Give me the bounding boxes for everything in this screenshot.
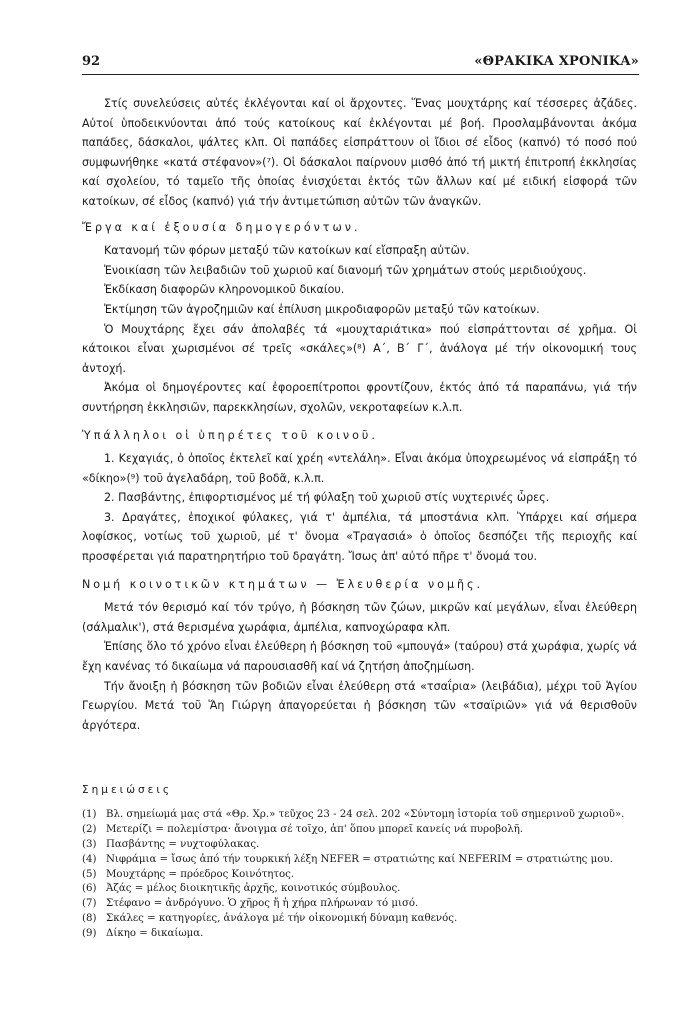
section-heading: Ἔργα καί ἐξουσία δημογερόντων. [82, 220, 361, 234]
paragraph: Ἐπίσης ὅλο τό χρόνο εἶναι ἐλεύθερη ἡ βόσκηση τοῦ «μπουγά» (ταύρου) στά χωράφια, χωρίς νά ἔχη κανένας τό δικαίωμα νά παρουσιασθῆ καί νά ζητήση ἀποζημίωση. [82, 640, 637, 674]
footnote [82, 868, 637, 883]
footnote-number: (7) [82, 898, 97, 910]
footnote-number: (3) [82, 838, 97, 850]
list-item: Ἐκδίκαση διαφορῶν κληρονομικοῦ δικαίου. [104, 283, 345, 297]
page-header [82, 52, 639, 75]
list-item: 1. Κεχαγιάς, ὁ ὁποῖος ἐκτελεῖ καί χρέη «ντελάλη». Εἶναι ἀκόμα ὑποχρεωμένος νά εἰσπράξη τό «δίκηο»(⁹) τοῦ ἀγελαδάρη, τοῦ βοδᾶ, κ.λ.π. [82, 452, 637, 485]
footnote-number: (9) [82, 928, 97, 940]
footnote-text: Βλ. σημείωμά μας στά «Θρ. Χρ.» τεῦχος 23 - 24 σελ. 202 «Σύντομη ἱστορία τοῦ σημερινοῦ χωριοῦ». [106, 808, 625, 820]
footnote-text: Σκάλες = κατηγορίες, ἀνάλογα μέ τήν οἰκονομική δύναμη καθενός. [106, 913, 458, 925]
footnote [82, 808, 637, 823]
main-text [82, 94, 637, 735]
paragraph: Στίς συνελεύσεις αὐτές ἐκλέγονται καί οἱ ἄρχοντες. Ἕνας μουχτάρης καί τέσσερες ἀζάδες. Αὐτοί ὑποδεικνύονται ἀπό τούς κατοίκους καί ἐκλέγονται μέ βοή. Προσλαμβάνονται ἀκόμα παπάδες, δάσκαλοι, ψάλτες κλπ. Οἱ παπάδες εἰσπράττουν οἱ ἴδιοι σέ εἶδος (καπνό) τό ποσό πού συμφωνήθηκε «κατά στέφανον»(⁷). Οἱ δάσκαλοι παίρνουν μισθό ἀπό τή μικτή ἐπιτροπή ἐκκλησίας καί σχολείου, τό ταμεῖο τῆς ὁποίας ἐνισχύεται ἐκτός τῶν ἄλλων καί μέ ειδική εἰσφορά τῶν κατοίκων, σέ εἶδος (καπνό) γιά τήν ἀντιμετώπιση αὐτῶν τῶν ἀναγκῶν. [82, 97, 637, 208]
footnote-number: (8) [82, 913, 97, 925]
section-heading: Νομή κοινοτικῶν κτημάτων — Ἐλευθερία νομῆς. [82, 577, 484, 591]
footnotes-heading: Σημειώσεις [82, 784, 173, 796]
footnote [82, 838, 637, 853]
paragraph: Τήν ἄνοιξη ἡ βόσκηση τῶν βοδιῶν εἶναι ἐλεύθερη στά «τσαΐρια» (λειβάδια), μέχρι τοῦ Ἁγίου Γεωργίου. Μετά τοῦ Ἅη Γιώργη ἀπαγορεύεται ἡ βόσκηση τῶν «τσαϊριῶν» γιά νά θερισθοῦν ἀργότερα. [82, 679, 637, 732]
footnote-text: Στέφανο = ἀνδρόγυνο. Ὁ χῆρος ἤ ἡ χήρα πλήρωναν τό μισό. [106, 898, 419, 910]
footnote-number: (1) [82, 808, 97, 820]
footnote-text: Ἀζάς = μέλος διοικητικῆς ἀρχῆς, κοινοτικός σύμβουλος. [106, 883, 401, 895]
footnotes [82, 783, 637, 942]
journal-title: «ΘΡΑΚΙΚΑ ΧΡΟΝΙΚΑ» [474, 54, 639, 69]
footnote-number: (4) [82, 853, 97, 865]
footnote-number: (5) [82, 868, 97, 880]
footnote-text: Νιφράμια = ἴσως ἀπό τήν τουρκική λέξη NEFER = στρατιώτης καί NEFERIM = στρατιώτης μου. [106, 853, 613, 865]
footnote-text: Πασβάντης = νυχτοφύλακας. [106, 838, 260, 850]
list-item: Ἐνοικίαση τῶν λειβαδιῶν τοῦ χωριοῦ καί διανομή τῶν χρημάτων στούς μεριδιούχους. [104, 263, 587, 277]
footnote-text: Μετερίζι = πολεμίστρα· ἄνοιγμα σέ τοῖχο, ἀπ' ὅπου μπορεῖ κανείς νά πυροβολῆ. [106, 823, 524, 835]
list-item: Ἀκόμα οἱ δημογέροντες καί ἐφοροεπίτροποι φροντίζουν, ἐκτός ἀπό τά παραπάνω, γιά τήν συντήρηση ἐκκλησιῶν, παρεκκλησίων, σχολῶν, νεκροταφείων κ.λ.π. [82, 381, 637, 414]
footnote [82, 823, 637, 838]
list-item: Κατανομή τῶν φόρων μεταξύ τῶν κατοίκων καί εἴσπραξη αὐτῶν. [104, 244, 470, 258]
list-item: Ἐκτίμηση τῶν ἀγροζημιῶν καί ἐπίλυση μικροδιαφορῶν μεταξύ τῶν κατοίκων. [104, 302, 540, 316]
page-number: 92 [82, 54, 101, 69]
list-item: Ὁ Μουχτάρης ἔχει σάν ἀπολαβές τά «μουχταριάτικα» πού εἰσπράττονται σέ χρῆμα. Οἱ κάτοικοι εἶναι χωρισμένοι σέ τρεῖς «σκάλες»(⁸) Α΄, Β΄ Γ΄, ἀνάλογα μέ τήν οἰκονομική τους ἀντοχή. [82, 322, 637, 375]
footnote [82, 853, 637, 868]
list-item: 3. Δραγάτες, ἐποχικοί φύλακες, γιά τ' ἀμπέλια, τά μποστάνια κλπ. Ὑπάρχει καί σήμερα λοφίσκος, νοτίως τοῦ χωριοῦ, μέ τ' ὄνομα «Τραγασιά» ὁ ὁποῖος δεσπόζει τῆς περιοχῆς καί προσφέρεται γιά παρατηρητήριο τοῦ δραγάτη. Ἴσως ἀπ' αὐτό πῆρε τ' ὄνομά του. [82, 510, 637, 564]
footnote-number: (2) [82, 823, 97, 835]
list-item: 2. Πασβάντης, ἐπιφορτισμένος μέ τή φύλαξη τοῦ χωριοῦ στίς νυχτερινές ὧρες. [104, 491, 550, 505]
footnote [82, 912, 637, 927]
footnote-text: Μουχτάρης = πρόεδρος Κοινότητος. [106, 868, 295, 880]
footnote-number: (6) [82, 883, 97, 895]
paragraph: Μετά τόν θερισμό καί τόν τρύγο, ἡ βόσκηση τῶν ζώων, μικρῶν καί μεγάλων, εἶναι ἐλεύθερη (σάλμαλικ'), στά θερισμένα χωράφια, ἀμπέλια, καπνοχώραφα κλπ. [82, 601, 637, 634]
section-heading: Ὑπάλληλοι οἱ ὑπηρέτες τοῦ κοινοῦ. [82, 428, 378, 442]
footnote [82, 897, 637, 912]
footnote-text: Δίκηο = δικαίωμα. [106, 928, 204, 940]
footnote [82, 882, 637, 897]
footnote [82, 927, 637, 942]
